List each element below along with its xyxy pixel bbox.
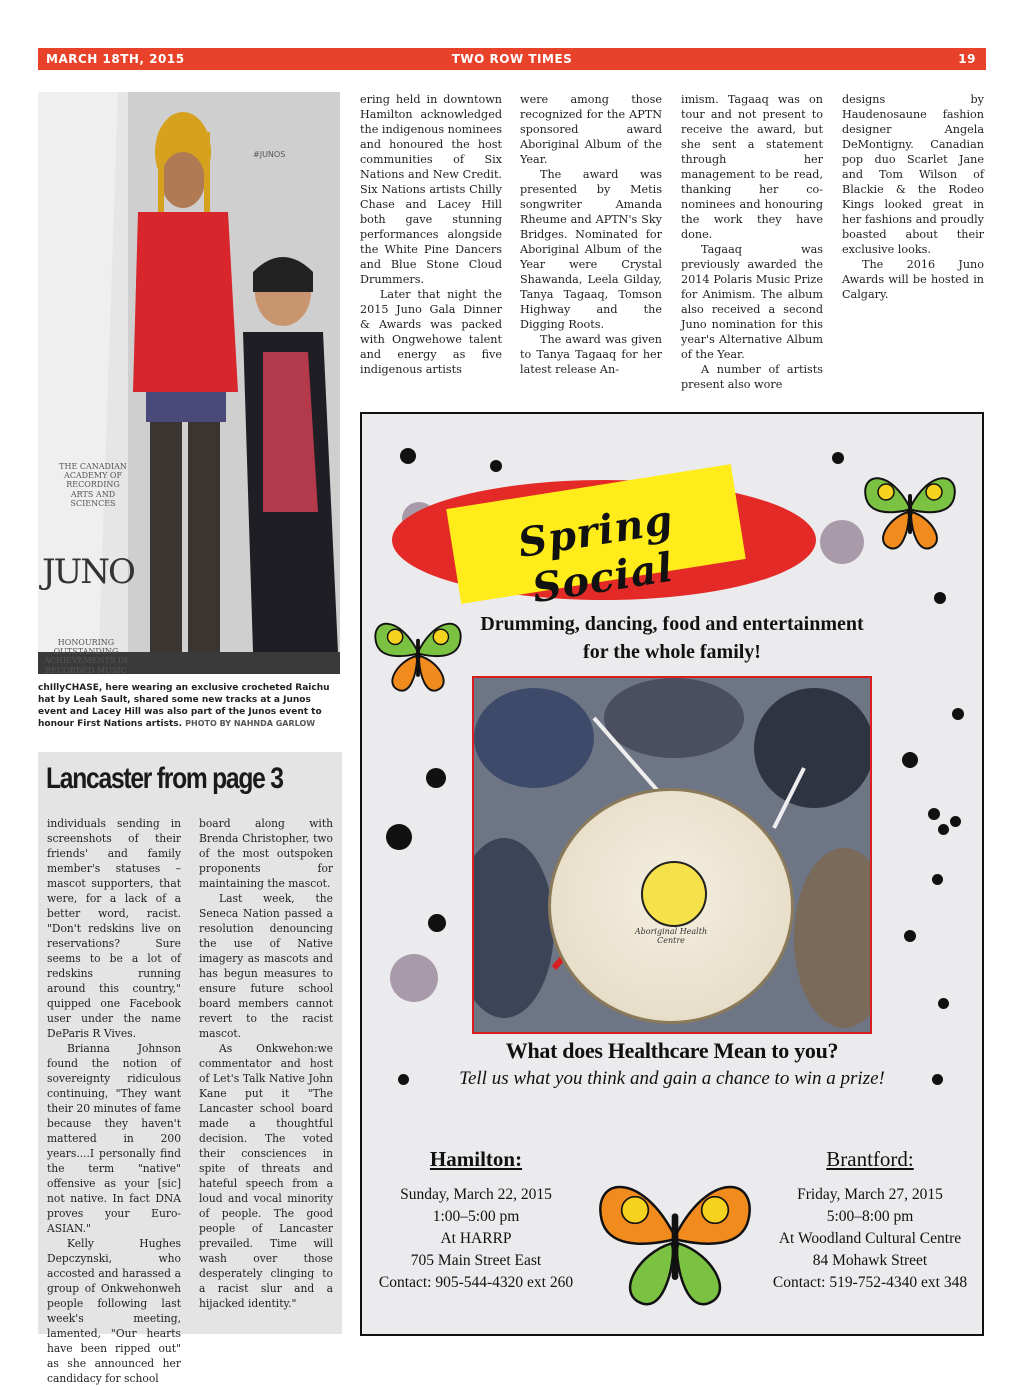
spring-social-banner — [446, 464, 745, 613]
brantford-heading: Brantford: — [826, 1147, 914, 1171]
publication-name: TWO ROW TIMES — [451, 52, 573, 66]
caption-text: chIllyCHASE, here wearing an exclusive crocheted Raichu hat by Leah Sault, shared some new tracks at a Junos event and Lacey Hill was also part of the Junos event to honour First Nations artists. — [38, 683, 330, 729]
brantford-date: Friday, March 27, 2015 — [797, 1186, 943, 1203]
hamilton-event — [366, 1148, 586, 1294]
decor-dot — [904, 930, 916, 942]
lancaster-column-2 — [199, 816, 333, 1311]
ad-subline: Tell us what you think and gain a chance to win a prize! — [459, 1068, 885, 1089]
decor-dot-purple — [390, 954, 438, 1002]
article-column-2 — [520, 92, 662, 377]
paragraph: board along with Brenda Christopher, two of the most outspoken proponents for maintaining the mascot. — [199, 817, 333, 890]
paragraph: Later that night the 2015 Juno Gala Dinner & Awards was packed with Ongwehowe talent and energy as five indigenous artists — [360, 288, 502, 376]
paragraph: A number of artists present also wore — [681, 363, 823, 391]
decor-dot — [400, 448, 416, 464]
paragraph: Kelly Hughes Depczynski, who accosted and harassed a group of Onkwehonweh people following last week's meeting, lamented, "Our hearts have been ripped out" as she announced her candidacy for school — [47, 1237, 181, 1385]
paragraph: The award was given to Tanya Tagaaq for her latest release An- — [520, 333, 662, 376]
health-centre-logo — [641, 861, 707, 927]
paragraph: Last week, the Seneca Nation passed a resolution denouncing the use of Native imagery as mascots and has begun measures to ensure future school board members cannot revert to the racist mascot. — [199, 892, 333, 1040]
ad-tagline: Drumming, dancing, food and entertainment for the whole family! — [480, 613, 864, 663]
hamilton-time: 1:00–5:00 pm — [432, 1208, 520, 1225]
decor-dot — [952, 708, 964, 720]
decor-dot — [426, 768, 446, 788]
backdrop-tagline: HONOURING OUTSTANDING ACHIEVEMENTS IN RECORDED MUSIC — [43, 638, 129, 674]
page-number: 19 — [958, 52, 976, 66]
spring-social-title: Spring Social — [514, 496, 677, 613]
butterfly-icon — [590, 1170, 760, 1310]
drum-logo-text: Aboriginal Health Centre — [634, 927, 708, 945]
brantford-contact: Contact: 519-752-4340 ext 348 — [772, 1274, 968, 1291]
page-header — [38, 48, 986, 70]
hamilton-venue: At HARRP — [440, 1230, 512, 1247]
paragraph: individuals sending in screenshots of their friends' and family member's statuses – mascot supporters, that were, for a lack of a better word, racist. "Don't redskins live on reservations? Sure seems to be a lot of redskins running around this country," quipped one Facebook user under the name DeParis R Vives. — [47, 817, 181, 1040]
paragraph: Brianna Johnson found the notion of sovereignty ridiculous continuing, "They want their 20 minutes of fame because they haven't mattered in 200 years....I personally find the term "native" offensive as your [sic] not native. In fact DNA proves your Euro-ASIAN." — [47, 1042, 181, 1235]
paragraph: were among those recognized for the APTN sponsored award Aboriginal Album of the Year. — [520, 93, 662, 166]
decor-dot — [934, 592, 946, 604]
hamilton-date: Sunday, March 22, 2015 — [400, 1186, 552, 1203]
lancaster-continuation-box — [38, 752, 342, 1385]
brantford-address: 84 Mohawk Street — [812, 1252, 928, 1269]
brantford-time: 5:00–8:00 pm — [826, 1208, 914, 1225]
drum-icon — [548, 788, 794, 1024]
spring-social-ad — [360, 412, 984, 1336]
paragraph: designs by Haudenosaune fashion designer Angela DeMontigny. Canadian pop duo Scarlet Jane and Tom Wilson of Blackie & the Rodeo Kings looked great in her fashions and proudly boasted about their exclusive looks. — [842, 93, 984, 256]
issue-date: MARCH 18TH, 2015 — [46, 52, 185, 66]
decor-dot — [928, 808, 940, 820]
paragraph: The award was presented by Metis songwriter Amanda Rheume and APTN's Sky Bridges. Nominated for Aboriginal Album of the Year were Crystal Shawanda, Leela Gilday, Tanya Tagaaq, Tomson Highway and the Digging Roots. — [520, 168, 662, 331]
article-column-3 — [681, 92, 823, 392]
decor-dot — [386, 824, 412, 850]
butterfly-icon — [370, 614, 466, 694]
photo-credit: PHOTO BY NAHNDA GARLOW — [185, 719, 316, 728]
decor-dot — [490, 460, 502, 472]
hamilton-address: 705 Main Street East — [410, 1252, 542, 1269]
decor-dot — [938, 998, 949, 1009]
paragraph: imism. Tagaaq was on tour and not present to receive the award, but she sent a statement through her management to be read, thanking her co-nominees and honouring the work they have done. — [681, 93, 823, 241]
backdrop-org-text: THE CANADIAN ACADEMY OF RECORDING ARTS AND SCIENCES — [59, 462, 127, 508]
paragraph: Tagaaq was previously awarded the 2014 Polaris Music Prize for Animism. The album also received a second Juno nomination for this year's Alternative Album of the Year. — [681, 243, 823, 361]
backdrop-brand: #JUNOS — [253, 150, 286, 159]
brantford-venue: At Woodland Cultural Centre — [778, 1230, 962, 1247]
decor-dot — [902, 752, 918, 768]
drum-circle-photo — [472, 676, 872, 1034]
decor-dot — [832, 452, 844, 464]
decor-dot — [938, 824, 949, 835]
decor-dot — [950, 816, 961, 827]
juno-logo: JUNO — [42, 552, 134, 592]
paragraph: ering held in downtown Hamilton acknowledged the indigenous nominees and honoured the host communities of Six Nations and New Credit. Six Nations artists Chilly Chase and Lacey Hill both gave stunning performances alongside the White Pine Dancers and Blue Stone Cloud Drummers. — [360, 93, 502, 286]
decor-dot — [428, 914, 446, 932]
article-column-4 — [842, 92, 984, 302]
decor-dot — [932, 874, 943, 885]
lancaster-column-1 — [47, 816, 181, 1386]
decor-dot-purple — [820, 520, 864, 564]
butterfly-icon — [860, 468, 960, 552]
article-column-1 — [360, 92, 502, 377]
photo-caption — [38, 682, 340, 730]
hamilton-heading: Hamilton: — [429, 1147, 523, 1171]
hamilton-contact: Contact: 905-544-4320 ext 260 — [378, 1274, 574, 1291]
paragraph: As Onkwehon:we commentator and host of Let's Talk Native John Kane put it "The Lancaster school board made a thoughtful decision. The voted their consciences in spite of threats and hateful speech from a loud and vocal minority of people. The good people of Lancaster prevailed. Time will wash over those desperately clinging to a racist slur and a hijacked identity." — [199, 1042, 333, 1310]
paragraph: The 2016 Juno Awards will be hosted in Calgary. — [842, 258, 984, 301]
ad-question: What does Healthcare Mean to you? — [505, 1038, 839, 1063]
lancaster-headline: Lancaster from page 3 — [46, 762, 283, 795]
junos-photo — [38, 92, 340, 674]
brantford-event — [760, 1148, 980, 1294]
